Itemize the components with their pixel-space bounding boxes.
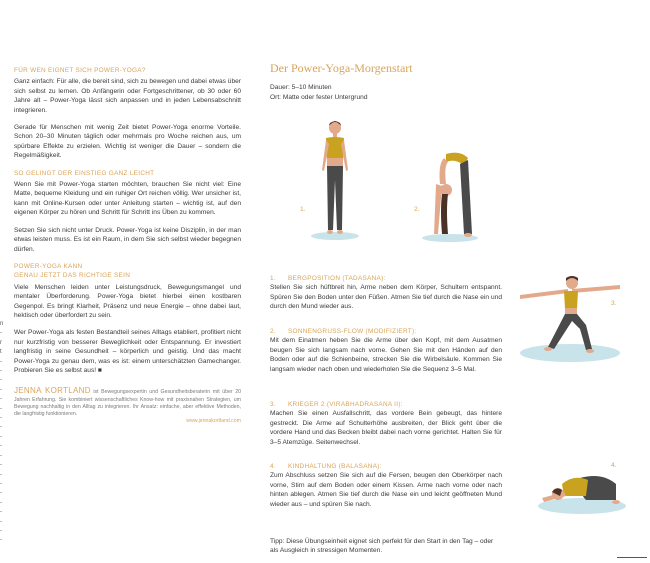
figure-label-3: 3.: [611, 300, 617, 307]
paragraph: Wer Power-Yoga als festen Bestandteil seines Alltags etabliert, profitiert nicht nur kurzfristig von besserer Beweglichkeit oder Entspannung. Er investiert langfristig in seine Gesundheit – körperlich und geistig. Und das macht Power-Yoga zu genau dem, was es ist: einem unterschätzten Gamechanger. Probieren Sie es selbst aus! ■: [14, 329, 241, 374]
step-number: 2.: [270, 328, 276, 335]
section-heading: FÜR WEN EIGNET SICH POWER-YOGA?: [14, 67, 146, 74]
paragraph: Wenn Sie mit Power-Yoga starten möchten, brauchen Sie nicht viel: Eine Matte, bequeme Kleidung und ein ruhiger Ort reichen völlig. Wer unsicher ist, kann mit Online-Kursen oder unter Anleitung starten – wichtig ist, auf den eigenen Körper zu hören und Schritt für Schritt ins Üben zu kommen.: [14, 181, 241, 217]
edge-mark: n: [0, 321, 4, 327]
step-heading: [270, 274, 502, 283]
edge-mark: -: [0, 368, 2, 375]
author-box: [14, 387, 241, 425]
illustration-forward-fold: [416, 150, 486, 245]
step-1: [270, 274, 502, 312]
section-subheading: GENAU JETZT DAS RICHTIGE SEIN: [14, 272, 131, 280]
paragraph: Setzen Sie sich nicht unter Druck. Power-Yoga ist keine Disziplin, in der man etwas leisten muss. Es ist ein Raum, in dem Sie sich selbst wieder begegnen dürfen.: [14, 226, 241, 253]
edge-mark: -: [0, 518, 2, 525]
paragraph: Viele Menschen leiden unter Leistungsdruck, Bewegungsmangel und mentaler Überforderung. Power-Yoga bietet hierbei einen kostbaren Gegenpol. Es bringt Klarheit, Präsenz und neue Energie – ohne dabei laut, hektisch oder überfordert zu sein.: [14, 283, 241, 319]
edge-mark: -: [0, 471, 2, 478]
author-bio: ist Bewegungsexpertin und Gesundheitsberaterin mit über 20 Jahren Erfahrung. Sie kombiniert wissenschaftliches Know-how mit praxisnahen Strategien, um Bewegung nachhaltig in den Alltag zu integrieren. Ihr Ansatz: einfache, aber effektive Methoden, die langfristig funktionieren.: [14, 389, 241, 417]
paragraph: Gerade für Menschen mit wenig Zeit bietet Power-Yoga enorme Vorteile. Schon 20–30 Minuten täglich oder mehrmals pro Woche reichen aus, um spürbare Effekte zu erzielen. Wichtig ist weniger die Dauer – sondern die Regelmäßigkeit.: [14, 124, 241, 160]
figure-label-1: 1.: [300, 206, 306, 213]
author-name: JENNA KORTLAND: [14, 386, 91, 396]
edge-mark: -: [0, 462, 2, 469]
location-line: Ort: Matte oder fester Untergrund: [270, 93, 368, 101]
edge-mark: t: [0, 349, 2, 356]
page-title: Der Power-Yoga-Morgenstart: [270, 61, 413, 75]
edge-mark: -: [0, 386, 2, 393]
paragraph: Ganz einfach: Für alle, die bereit sind, sich zu bewegen und dabei etwas über sich selbst zu lernen. Ob Anfängerin oder Fortgeschrittener, ob 30 oder 60 Jahre alt – Power-Yoga lässt sich anpassen und in jeden Lebensabschnitt integrieren.: [14, 78, 241, 114]
edge-mark: -: [0, 396, 2, 403]
right-column: [270, 61, 502, 102]
edge-mark: -: [0, 415, 2, 422]
illustration-mountain-pose: [305, 118, 365, 243]
step-text: Mit dem Einatmen heben Sie die Arme über den Kopf, mit dem Ausatmen beugen Sie sich langsam nach vorne. Gehen Sie mit den Händen auf den Boden oder auf die Schienbeine, strecken Sie die Wirbelsäule. Kommen Sie langsam wieder nach oben und wiederholen Sie die Sequenz 3–5 Mal.: [270, 337, 502, 373]
step-title: KRIEGER 2 (VIRABHADRASANA II):: [288, 401, 403, 408]
step-text: Stellen Sie sich hüftbreit hin, Arme neben dem Körper, Schultern entspannt. Spüren Sie den Boden unter den Füßen. Atmen Sie tief durch die Nase ein und durch den Mund wieder aus.: [270, 284, 502, 311]
edge-mark: -: [0, 480, 2, 487]
cropped-column-edge: [0, 320, 6, 546]
tip-text: Tipp: Diese Übungseinheit eignet sich perfekt für den Start in den Tag – oder als Ausgleich in stressigen Momenten.: [270, 538, 494, 555]
step-heading: [270, 462, 502, 471]
step-3: [270, 400, 502, 447]
edge-mark: -: [0, 358, 2, 365]
edge-mark: -: [0, 443, 2, 450]
page-divider: [617, 557, 647, 558]
author-website-link[interactable]: www.jennakortland.com: [186, 418, 241, 425]
edge-mark: -: [0, 452, 2, 459]
step-number: 4.: [270, 463, 276, 470]
step-2: [270, 327, 502, 374]
edge-mark: -: [0, 527, 2, 534]
step-text: Machen Sie einen Ausfallschritt, das vordere Bein gebeugt, das hintere gestreckt. Die Arme auf Schulterhöhe ausbreiten, der Blick geht über die vordere Hand und das Becken bleibt dabei nach vorne gerichtet. Halten Sie für 3–5 Atemzüge. Seitenwechsel.: [270, 410, 502, 446]
left-column: [14, 66, 241, 425]
step-number: 1.: [270, 275, 276, 282]
edge-mark: -: [0, 424, 2, 431]
edge-mark: -: [0, 490, 2, 497]
duration-line: Dauer: 5–10 Minuten: [270, 84, 332, 92]
edge-mark: r: [0, 339, 2, 346]
illustration-warrior-two: [520, 275, 620, 365]
step-heading: [270, 327, 502, 336]
step-number: 3.: [270, 401, 276, 408]
edge-mark: -: [0, 405, 2, 412]
step-4: [270, 462, 502, 509]
edge-mark: -: [0, 377, 2, 384]
edge-mark: -: [0, 537, 2, 544]
edge-mark: -: [0, 433, 2, 440]
illustration-childs-pose: [532, 470, 627, 515]
section-heading: SO GELINGT DER EINSTIEG GANZ LEICHT: [14, 169, 155, 177]
figure-label-4: 4.: [611, 462, 617, 469]
step-title: BERGPOSITION (TADASANA):: [288, 275, 386, 282]
edge-mark: -: [0, 499, 2, 506]
figure-label-2: 2.: [414, 206, 420, 213]
step-heading: [270, 400, 502, 409]
section-heading: POWER-YOGA KANN: [14, 262, 83, 270]
edge-mark: -: [0, 509, 2, 516]
step-title: KINDHALTUNG (BALASANA):: [288, 463, 382, 470]
step-text: Zum Abschluss setzen Sie sich auf die Fersen, beugen den Oberkörper nach vorne, Stirn auf dem Boden oder einem Kissen. Arme nach vorne oder nach hinten ablegen. Atmen Sie tief durch die Nase ein und leicht geöffneten Mund wieder aus – und spüren Sie nach.: [270, 472, 502, 508]
edge-mark: -: [0, 330, 2, 337]
step-title: SONNENGRUSS-FLOW (MODIFIZIERT):: [288, 328, 417, 335]
